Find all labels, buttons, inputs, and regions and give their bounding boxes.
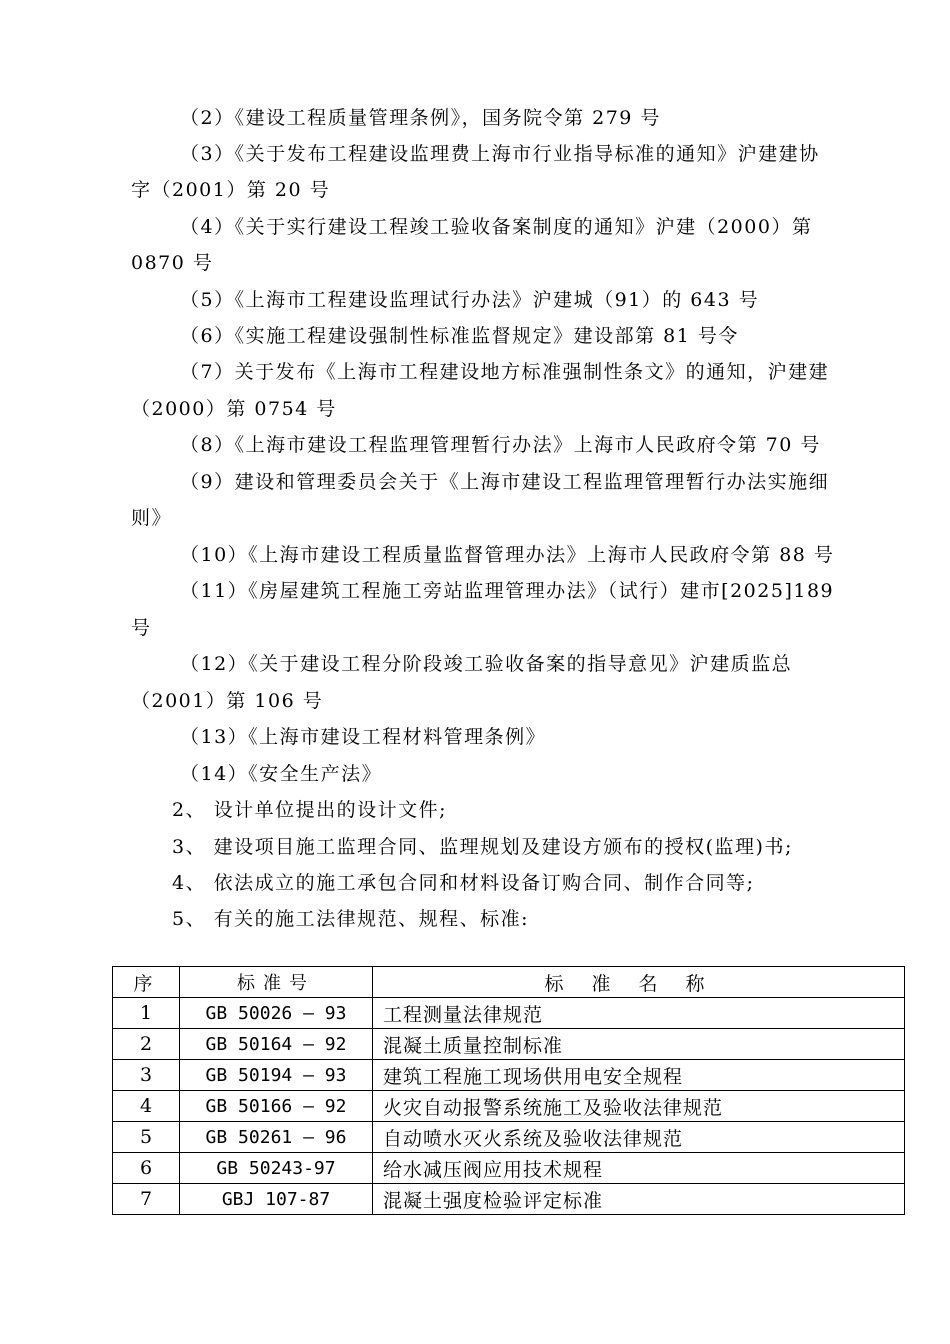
row-no: 2 <box>113 1029 180 1060</box>
ref-line-9: （9）建设和管理委员会关于《上海市建设工程监理管理暂行办法实施细 <box>180 471 830 493</box>
standards-table <box>112 966 905 1215</box>
ref-line-9-cont: 则》 <box>131 507 173 529</box>
row-code: GB 50243-97 <box>180 1153 373 1184</box>
ref-line-7: （7）关于发布《上海市工程建设地方标准强制性条文》的通知，沪建建 <box>180 361 830 383</box>
ref-line-11: （11）《房屋建筑工程施工旁站监理管理办法》（试行）建市[2025]189 <box>180 580 835 602</box>
item-2: 2、 设计单位提出的设计文件; <box>172 799 448 821</box>
table-row <box>113 1184 905 1215</box>
ref-line-4: （4）《关于实行建设工程竣工验收备案制度的通知》沪建（2000）第 <box>180 216 813 238</box>
ref-line-12-cont: （2001）第 106 号 <box>131 690 324 712</box>
ref-line-14: （14）《安全生产法》 <box>180 763 383 785</box>
ref-line-3: （3）《关于发布工程建设监理费上海市行业指导标准的通知》沪建建协 <box>180 143 820 165</box>
ref-line-12: （12）《关于建设工程分阶段竣工验收备案的指导意见》沪建质监总 <box>180 653 793 675</box>
ref-line-10: （10）《上海市建设工程质量监督管理办法》上海市人民政府令第 88 号 <box>180 544 835 566</box>
header-no: 序 <box>113 967 180 998</box>
table-row <box>113 1122 905 1153</box>
header-code: 标准号 <box>180 967 373 998</box>
row-name: 建筑工程施工现场供用电安全规程 <box>373 1060 905 1091</box>
row-no: 5 <box>113 1122 180 1153</box>
ref-line-8: （8）《上海市建设工程监理管理暂行办法》上海市人民政府令第 70 号 <box>180 434 821 456</box>
row-code: GBJ 107-87 <box>180 1184 373 1215</box>
table-row <box>113 1029 905 1060</box>
item-5: 5、 有关的施工法律规范、规程、标准: <box>172 908 530 930</box>
row-no: 4 <box>113 1091 180 1122</box>
row-name: 工程测量法律规范 <box>373 998 905 1029</box>
row-code: GB 50164 – 92 <box>180 1029 373 1060</box>
row-no: 3 <box>113 1060 180 1091</box>
row-name: 混凝土强度检验评定标准 <box>373 1184 905 1215</box>
ref-line-4-cont: 0870 号 <box>131 252 214 274</box>
ref-line-2: （2）《建设工程质量管理条例》，国务院令第 279 号 <box>180 107 661 129</box>
ref-line-3-cont: 字（2001）第 20 号 <box>131 179 331 201</box>
row-code: GB 50026 – 93 <box>180 998 373 1029</box>
item-3: 3、 建设项目施工监理合同、监理规划及建设方颁布的授权(监理)书; <box>172 836 793 858</box>
row-no: 7 <box>113 1184 180 1215</box>
row-code: GB 50166 – 92 <box>180 1091 373 1122</box>
item-4: 4、 依法成立的施工承包合同和材料设备订购合同、制作合同等; <box>172 872 755 894</box>
ref-line-5: （5）《上海市工程建设监理试行办法》沪建城（91）的 643 号 <box>180 289 760 311</box>
row-code: GB 50194 – 93 <box>180 1060 373 1091</box>
ref-line-11-cont: 号 <box>131 617 152 639</box>
row-code: GB 50261 – 96 <box>180 1122 373 1153</box>
row-no: 1 <box>113 998 180 1029</box>
row-name: 自动喷水灭火系统及验收法律规范 <box>373 1122 905 1153</box>
row-name: 混凝土质量控制标准 <box>373 1029 905 1060</box>
row-name: 给水减压阀应用技术规程 <box>373 1153 905 1184</box>
table-header-row <box>113 967 905 998</box>
ref-line-13: （13）《上海市建设工程材料管理条例》 <box>180 726 547 748</box>
header-name: 标准名称 <box>373 967 905 998</box>
table-row <box>113 1091 905 1122</box>
row-no: 6 <box>113 1153 180 1184</box>
ref-line-7-cont: （2000）第 0754 号 <box>131 398 337 420</box>
table-row <box>113 1060 905 1091</box>
table-row <box>113 1153 905 1184</box>
table-row <box>113 998 905 1029</box>
row-name: 火灾自动报警系统施工及验收法律规范 <box>373 1091 905 1122</box>
ref-line-6: （6）《实施工程建设强制性标准监督规定》建设部第 81 号令 <box>180 325 739 347</box>
